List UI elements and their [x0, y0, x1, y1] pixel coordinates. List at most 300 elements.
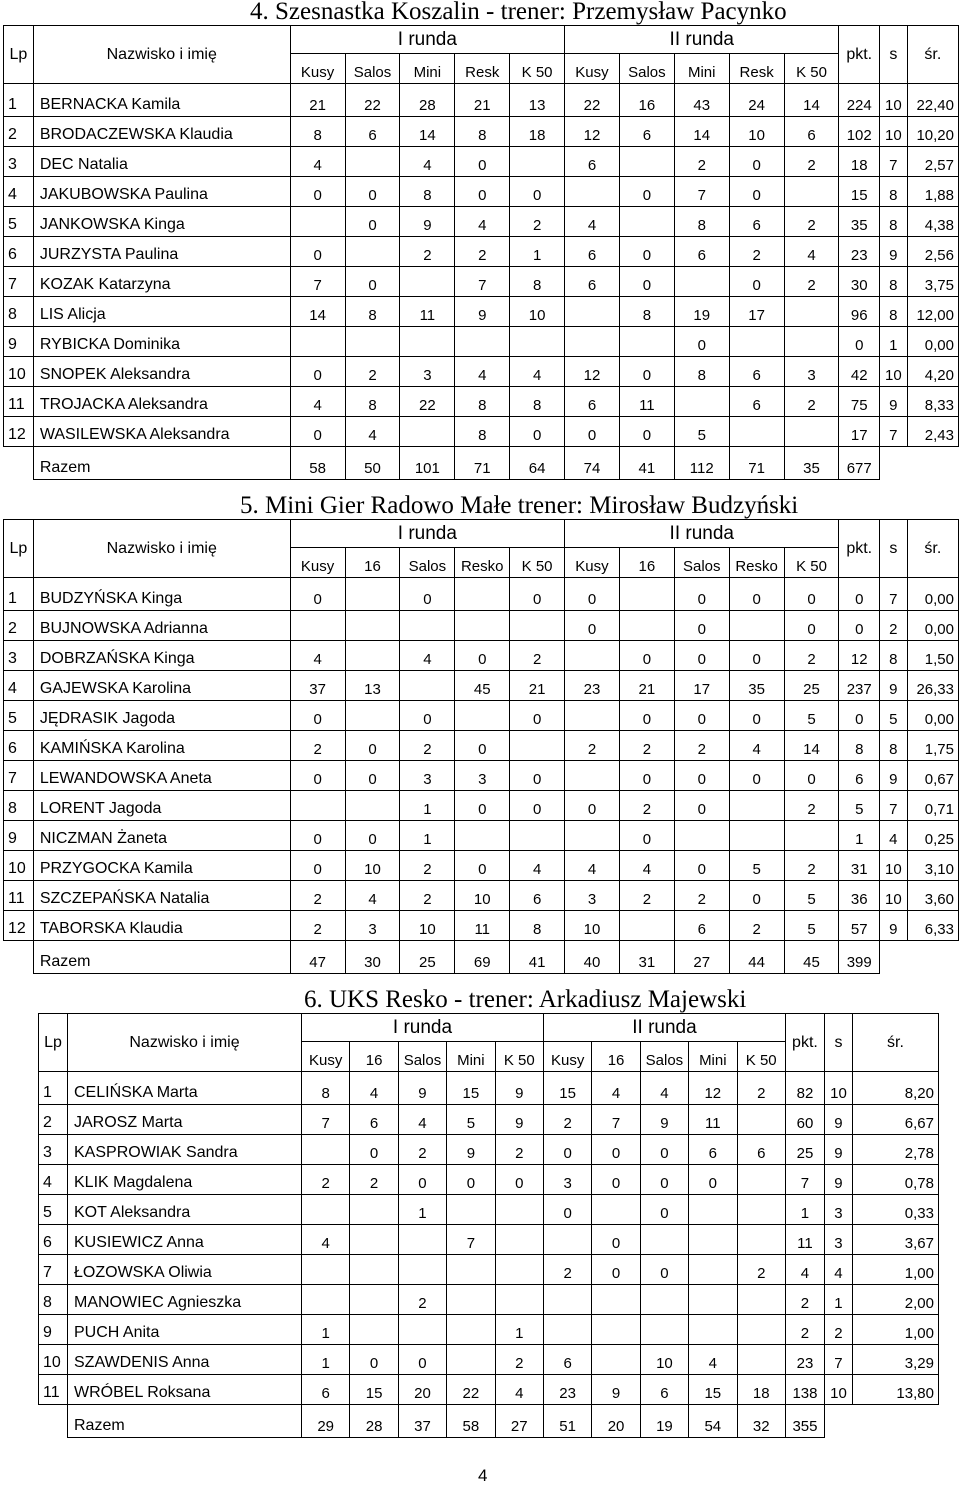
average: 10,20	[907, 117, 958, 147]
score-cell: 0	[674, 851, 729, 881]
score-cell: 0	[510, 761, 565, 791]
score-cell: 10	[455, 881, 510, 911]
score-cell: 0	[345, 177, 400, 207]
row-lp: 5	[4, 701, 34, 731]
average: 1,88	[907, 177, 958, 207]
score-cell: 0	[350, 1135, 398, 1165]
score-cell: 0	[784, 611, 839, 641]
player-row	[4, 417, 959, 447]
score-cell	[565, 701, 620, 731]
subheader-cell: K 50	[784, 548, 839, 578]
score-cell: 2	[674, 731, 729, 761]
score-cell: 7	[290, 267, 345, 297]
points-total: 60	[785, 1105, 824, 1135]
score-cell: 2	[784, 791, 839, 821]
player-row	[4, 671, 959, 701]
score-cell	[784, 177, 839, 207]
score-cell: 13	[345, 671, 400, 701]
games-count: 9	[879, 387, 907, 417]
score-cell: 12	[565, 357, 620, 387]
points-total: 25	[785, 1135, 824, 1165]
total-label: Razem	[33, 447, 290, 480]
total-score-cell: 71	[455, 447, 510, 480]
score-cell: 6	[729, 387, 784, 417]
player-row	[39, 1072, 939, 1105]
games-count: 9	[824, 1105, 852, 1135]
games-count: 10	[879, 881, 907, 911]
score-cell	[455, 327, 510, 357]
row-lp: 7	[4, 267, 34, 297]
row-lp: 11	[39, 1375, 68, 1405]
row-lp: 6	[4, 731, 34, 761]
player-name: RYBICKA Dominika	[33, 327, 290, 357]
score-cell: 0	[592, 1255, 640, 1285]
player-name: TROJACKA Aleksandra	[33, 387, 290, 417]
score-cell: 0	[674, 578, 729, 611]
score-cell	[737, 1285, 785, 1315]
score-cell: 11	[689, 1105, 737, 1135]
score-cell	[689, 1225, 737, 1255]
score-cell: 8	[455, 417, 510, 447]
points-total: 12	[839, 641, 880, 671]
score-cell	[447, 1345, 495, 1375]
average: 8,20	[852, 1072, 938, 1105]
total-score-cell: 69	[455, 941, 510, 974]
total-spacer	[879, 447, 907, 480]
player-row	[4, 761, 959, 791]
average: 3,60	[907, 881, 958, 911]
score-cell: 21	[619, 671, 674, 701]
average: 1,50	[907, 641, 958, 671]
points-total: 36	[839, 881, 880, 911]
games-count: 10	[824, 1375, 852, 1405]
points-total: 82	[785, 1072, 824, 1105]
player-name: SZCZEPAŃSKA Natalia	[33, 881, 290, 911]
score-cell: 2	[302, 1165, 350, 1195]
total-score-cell: 47	[290, 941, 345, 974]
subheader-cell: Resko	[729, 548, 784, 578]
score-cell: 0	[543, 1195, 591, 1225]
score-cell: 25	[784, 671, 839, 701]
header-avg: śr.	[852, 1014, 938, 1072]
score-cell: 15	[447, 1072, 495, 1105]
average: 3,10	[907, 851, 958, 881]
score-cell	[737, 1225, 785, 1255]
row-lp: 8	[4, 297, 34, 327]
player-name: WRÓBEL Roksana	[68, 1375, 302, 1405]
score-cell	[674, 267, 729, 297]
total-points: 399	[839, 941, 880, 974]
score-cell: 8	[400, 177, 455, 207]
score-cell: 0	[729, 881, 784, 911]
score-cell: 0	[345, 267, 400, 297]
score-cell	[398, 1315, 446, 1345]
score-cell: 4	[290, 387, 345, 417]
score-cell: 7	[592, 1105, 640, 1135]
score-cell: 5	[674, 417, 729, 447]
score-cell: 2	[784, 851, 839, 881]
row-lp: 2	[39, 1105, 68, 1135]
player-name: KOZAK Katarzyna	[33, 267, 290, 297]
points-total: 0	[839, 611, 880, 641]
score-cell: 0	[619, 701, 674, 731]
subheader-cell: Salos	[674, 548, 729, 578]
score-cell: 2	[619, 731, 674, 761]
score-cell	[350, 1225, 398, 1255]
score-cell	[674, 387, 729, 417]
score-cell: 0	[592, 1225, 640, 1255]
header-row	[39, 1014, 939, 1042]
score-cell: 2	[290, 881, 345, 911]
player-name: JAKUBOWSKA Paulina	[33, 177, 290, 207]
score-cell: 0	[455, 731, 510, 761]
games-count: 9	[879, 237, 907, 267]
score-cell	[689, 1315, 737, 1345]
row-lp: 8	[4, 791, 34, 821]
score-cell: 5	[784, 701, 839, 731]
player-row	[4, 701, 959, 731]
score-cell	[737, 1315, 785, 1345]
total-spacer	[4, 447, 34, 480]
games-count: 9	[879, 911, 907, 941]
total-points: 677	[839, 447, 880, 480]
score-cell	[398, 1255, 446, 1285]
score-cell	[345, 237, 400, 267]
points-total: 102	[839, 117, 880, 147]
player-row	[4, 641, 959, 671]
score-cell: 23	[543, 1375, 591, 1405]
points-total: 23	[839, 237, 880, 267]
score-cell	[592, 1195, 640, 1225]
average: 0,67	[907, 761, 958, 791]
score-cell: 6	[689, 1135, 737, 1165]
score-cell: 16	[619, 84, 674, 117]
score-cell	[447, 1285, 495, 1315]
points-total: 237	[839, 671, 880, 701]
subheader-cell: Mini	[400, 54, 455, 84]
player-row	[4, 297, 959, 327]
score-cell: 4	[619, 851, 674, 881]
player-name: JANKOWSKA Kinga	[33, 207, 290, 237]
score-cell: 1	[400, 821, 455, 851]
subheader-cell: Salos	[398, 1042, 446, 1072]
score-cell: 6	[350, 1105, 398, 1135]
score-cell: 9	[455, 297, 510, 327]
score-cell: 3	[400, 761, 455, 791]
points-total: 23	[785, 1345, 824, 1375]
score-cell: 2	[400, 237, 455, 267]
total-score-cell: 29	[302, 1405, 350, 1438]
score-cell	[640, 1285, 688, 1315]
score-cell: 14	[674, 117, 729, 147]
score-cell	[350, 1315, 398, 1345]
score-cell	[455, 611, 510, 641]
header-round-2: II runda	[565, 520, 839, 548]
games-count: 10	[824, 1072, 852, 1105]
subheader-cell: Mini	[689, 1042, 737, 1072]
games-count: 8	[879, 731, 907, 761]
score-cell: 6	[565, 147, 620, 177]
score-cell: 2	[400, 731, 455, 761]
score-cell: 0	[640, 1195, 688, 1225]
score-cell: 0	[619, 237, 674, 267]
score-cell: 4	[495, 1375, 543, 1405]
score-cell	[565, 761, 620, 791]
average: 2,56	[907, 237, 958, 267]
points-total: 42	[839, 357, 880, 387]
subheader-cell: K 50	[510, 548, 565, 578]
score-cell	[619, 207, 674, 237]
score-cell: 2	[510, 207, 565, 237]
player-row	[39, 1135, 939, 1165]
score-cell: 2	[565, 731, 620, 761]
score-cell: 2	[455, 237, 510, 267]
score-cell	[640, 1225, 688, 1255]
total-score-cell: 27	[674, 941, 729, 974]
score-cell: 4	[455, 357, 510, 387]
subheader-cell: K 50	[737, 1042, 785, 1072]
total-score-cell: 41	[510, 941, 565, 974]
score-cell: 5	[729, 851, 784, 881]
score-cell: 0	[290, 177, 345, 207]
points-total: 57	[839, 911, 880, 941]
score-cell: 2	[400, 851, 455, 881]
average: 8,33	[907, 387, 958, 417]
score-cell	[619, 327, 674, 357]
player-row	[4, 267, 959, 297]
total-score-cell: 112	[674, 447, 729, 480]
score-cell	[737, 1105, 785, 1135]
header-s: s	[879, 26, 907, 84]
score-cell	[302, 1255, 350, 1285]
score-cell	[510, 611, 565, 641]
score-cell	[345, 641, 400, 671]
score-cell: 0	[543, 1135, 591, 1165]
score-cell: 0	[290, 821, 345, 851]
subheader-cell: Resko	[455, 548, 510, 578]
score-cell: 3	[565, 881, 620, 911]
score-cell: 0	[592, 1135, 640, 1165]
row-lp: 9	[4, 327, 34, 357]
score-cell: 0	[447, 1165, 495, 1195]
score-cell: 8	[510, 911, 565, 941]
player-row	[4, 357, 959, 387]
average: 0,71	[907, 791, 958, 821]
average: 1,00	[852, 1315, 938, 1345]
total-row	[4, 447, 959, 480]
player-row	[4, 207, 959, 237]
score-cell: 2	[729, 911, 784, 941]
score-cell	[689, 1255, 737, 1285]
average: 0,00	[907, 701, 958, 731]
score-cell: 4	[400, 147, 455, 177]
score-cell: 4	[565, 207, 620, 237]
points-total: 75	[839, 387, 880, 417]
player-name: MANOWIEC Agnieszka	[68, 1285, 302, 1315]
total-score-cell: 58	[447, 1405, 495, 1438]
row-lp: 1	[4, 578, 34, 611]
total-spacer	[39, 1405, 68, 1438]
score-cell: 4	[729, 731, 784, 761]
subheader-cell: Kusy	[290, 54, 345, 84]
average: 2,57	[907, 147, 958, 177]
player-row	[4, 237, 959, 267]
points-total: 4	[785, 1255, 824, 1285]
points-total: 15	[839, 177, 880, 207]
score-cell: 14	[400, 117, 455, 147]
average: 2,00	[852, 1285, 938, 1315]
score-cell: 0	[565, 791, 620, 821]
score-cell: 6	[565, 267, 620, 297]
score-cell: 4	[455, 207, 510, 237]
player-row	[4, 791, 959, 821]
points-total: 30	[839, 267, 880, 297]
section-title-5: 5. Mini Gier Radowo Małe trener: Mirosław Budzyński	[240, 492, 799, 519]
score-cell	[290, 791, 345, 821]
subheader-cell: Kusy	[290, 548, 345, 578]
row-lp: 10	[39, 1345, 68, 1375]
score-cell	[495, 1255, 543, 1285]
score-cell: 22	[345, 84, 400, 117]
score-cell: 0	[398, 1345, 446, 1375]
score-cell	[400, 671, 455, 701]
score-cell: 0	[455, 147, 510, 177]
row-lp: 4	[4, 177, 34, 207]
average: 22,40	[907, 84, 958, 117]
player-name: NICZMAN Żaneta	[33, 821, 290, 851]
score-cell: 5	[447, 1105, 495, 1135]
score-cell: 0	[350, 1345, 398, 1375]
score-cell: 4	[345, 417, 400, 447]
games-count: 9	[879, 761, 907, 791]
score-cell: 0	[455, 851, 510, 881]
score-cell: 2	[543, 1105, 591, 1135]
total-score-cell: 28	[350, 1405, 398, 1438]
player-name: LEWANDOWSKA Aneta	[33, 761, 290, 791]
score-cell: 2	[674, 147, 729, 177]
score-cell: 2	[784, 641, 839, 671]
score-cell: 7	[674, 177, 729, 207]
player-row	[4, 911, 959, 941]
header-round-2: II runda	[565, 26, 839, 54]
score-cell	[737, 1165, 785, 1195]
total-spacer	[852, 1405, 938, 1438]
score-cell	[290, 611, 345, 641]
player-name: BUDZYŃSKA Kinga	[33, 578, 290, 611]
score-cell: 4	[592, 1072, 640, 1105]
score-cell	[619, 911, 674, 941]
games-count: 3	[824, 1225, 852, 1255]
player-name: SZAWDENIS Anna	[68, 1345, 302, 1375]
score-cell: 21	[455, 84, 510, 117]
score-cell: 3	[455, 761, 510, 791]
games-count: 10	[879, 84, 907, 117]
total-spacer	[879, 941, 907, 974]
score-cell: 24	[729, 84, 784, 117]
player-row	[4, 611, 959, 641]
average: 26,33	[907, 671, 958, 701]
score-cell: 0	[455, 177, 510, 207]
score-cell: 9	[447, 1135, 495, 1165]
score-cell: 6	[729, 207, 784, 237]
score-cell: 2	[345, 357, 400, 387]
header-lp: Lp	[39, 1014, 68, 1072]
average: 1,75	[907, 731, 958, 761]
score-cell: 0	[674, 641, 729, 671]
section-title-4: 4. Szesnastka Koszalin - trener: Przemysław Pacynko	[250, 0, 787, 25]
header-pkt: pkt.	[785, 1014, 824, 1072]
score-cell: 6	[345, 117, 400, 147]
header-pkt: pkt.	[839, 520, 880, 578]
games-count: 2	[824, 1315, 852, 1345]
header-name: Nazwisko i imię	[33, 520, 290, 578]
score-cell: 0	[674, 327, 729, 357]
player-name: JAROSZ Marta	[68, 1105, 302, 1135]
score-cell: 8	[510, 387, 565, 417]
games-count: 8	[879, 207, 907, 237]
player-name: KASPROWIAK Sandra	[68, 1135, 302, 1165]
score-cell: 4	[510, 357, 565, 387]
score-cell: 0	[290, 357, 345, 387]
score-cell: 5	[784, 911, 839, 941]
games-count: 4	[824, 1255, 852, 1285]
score-cell: 0	[784, 578, 839, 611]
section-title-6: 6. UKS Resko - trener: Arkadiusz Majewski	[304, 986, 747, 1013]
total-spacer	[907, 941, 958, 974]
score-cell	[689, 1285, 737, 1315]
score-cell: 4	[689, 1345, 737, 1375]
games-count: 9	[879, 671, 907, 701]
subheader-cell: Kusy	[302, 1042, 350, 1072]
score-cell: 0	[345, 821, 400, 851]
row-lp: 11	[4, 881, 34, 911]
score-cell: 0	[345, 761, 400, 791]
score-cell: 0	[565, 578, 620, 611]
score-cell	[495, 1285, 543, 1315]
row-lp: 6	[39, 1225, 68, 1255]
average: 0,00	[907, 327, 958, 357]
score-cell: 0	[400, 578, 455, 611]
score-cell: 0	[565, 417, 620, 447]
points-total: 0	[839, 327, 880, 357]
score-cell: 2	[784, 387, 839, 417]
score-cell: 0	[689, 1165, 737, 1195]
score-cell: 1	[400, 791, 455, 821]
score-cell: 8	[302, 1072, 350, 1105]
score-cell: 0	[455, 791, 510, 821]
score-cell: 0	[729, 267, 784, 297]
row-lp: 2	[4, 611, 34, 641]
score-cell	[510, 327, 565, 357]
total-label: Razem	[33, 941, 290, 974]
games-count: 9	[824, 1135, 852, 1165]
total-score-cell: 45	[784, 941, 839, 974]
player-name: PUCH Anita	[68, 1315, 302, 1345]
score-cell: 0	[619, 417, 674, 447]
row-lp: 11	[4, 387, 34, 417]
score-cell: 6	[784, 117, 839, 147]
score-cell: 3	[400, 357, 455, 387]
score-cell: 0	[640, 1135, 688, 1165]
score-cell: 10	[400, 911, 455, 941]
score-cell	[592, 1345, 640, 1375]
score-cell: 0	[565, 611, 620, 641]
player-row	[4, 84, 959, 117]
score-cell: 3	[543, 1165, 591, 1195]
player-name: DOBRZAŃSKA Kinga	[33, 641, 290, 671]
header-name: Nazwisko i imię	[68, 1014, 302, 1072]
score-cell: 2	[619, 791, 674, 821]
